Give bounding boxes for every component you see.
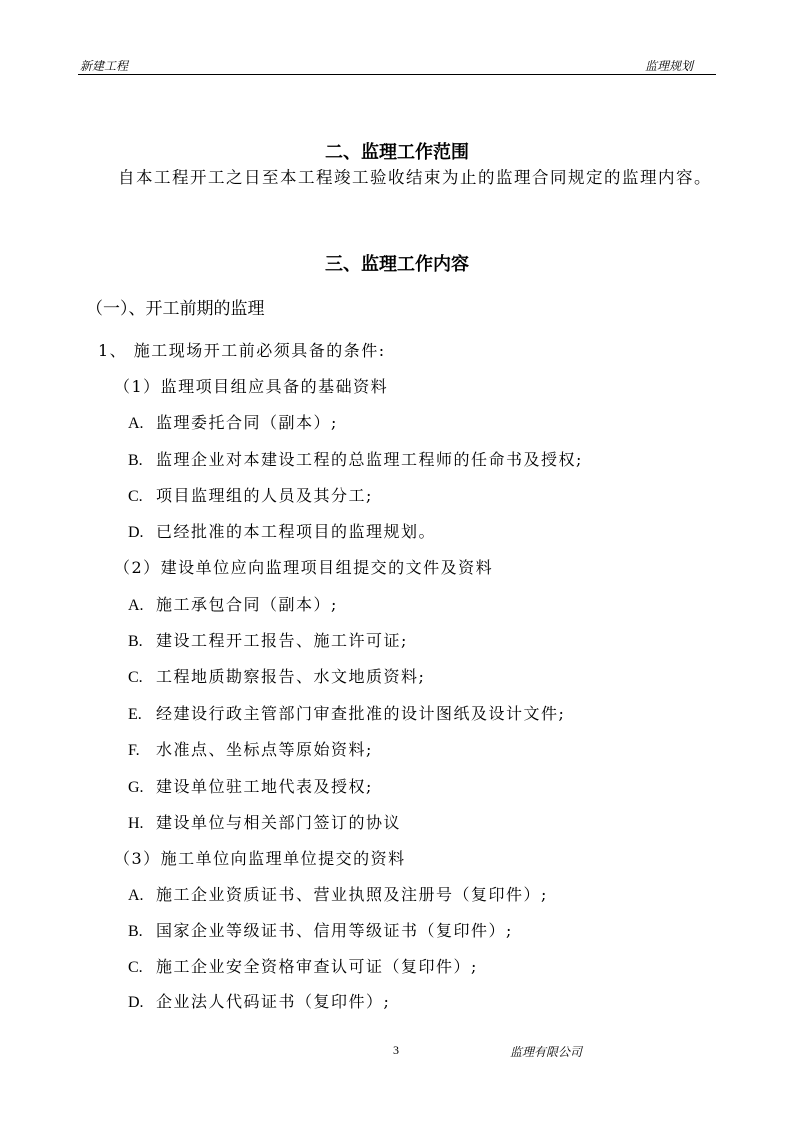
- item-text: 建设工程开工报告、施工许可证;: [156, 631, 408, 650]
- item-label: A.: [128, 597, 144, 614]
- item-label: E.: [128, 706, 142, 723]
- item-label: D.: [128, 994, 144, 1011]
- subheading-pre-construction: （一）、开工前期的监理: [86, 299, 265, 319]
- item-label: H.: [128, 815, 144, 832]
- list-item: [128, 519, 436, 542]
- list-item: [128, 737, 373, 760]
- group-1-heading: （1）监理项目组应具备的基础资料: [114, 377, 389, 396]
- item-text: 经建设行政主管部门审查批准的设计图纸及设计文件;: [156, 704, 566, 723]
- list-item: [128, 774, 373, 797]
- item-label: C.: [128, 959, 143, 976]
- item-text: 施工企业资质证书、营业执照及注册号（复印件）;: [156, 885, 548, 904]
- group-2-heading: （2）建设单位应向监理项目组提交的文件及资料: [114, 558, 494, 577]
- item-text: 建设单位驻工地代表及授权;: [156, 777, 373, 796]
- list-item: [128, 989, 390, 1012]
- footer-company: 监理有限公司: [510, 1045, 583, 1059]
- item-label: C.: [128, 488, 143, 505]
- item-text: 企业法人代码证书（复印件）;: [156, 992, 391, 1011]
- section-3-title: 三、监理工作内容: [325, 254, 469, 275]
- item-text: 项目监理组的人员及其分工;: [156, 486, 373, 505]
- list-item: [128, 918, 513, 941]
- section-2-text: 自本工程开工之日至本工程竣工验收结束为止的监理合同规定的监理内容。: [118, 168, 712, 187]
- list-item: [128, 882, 548, 905]
- list-item: [128, 810, 401, 833]
- item-text: 监理委托合同（副本）;: [156, 413, 338, 432]
- item-label: B.: [128, 633, 143, 650]
- item-label: B.: [128, 923, 143, 940]
- section-2-title: 二、监理工作范围: [325, 142, 469, 163]
- item-text: 建设单位与相关部门签订的协议: [156, 813, 402, 832]
- item-label: G.: [128, 779, 144, 796]
- item-text: 监理企业对本建设工程的总监理工程师的任命书及授权;: [156, 450, 583, 469]
- list-item: [128, 592, 338, 615]
- header-divider: [78, 74, 716, 75]
- list-item: [128, 664, 425, 687]
- header-left-title: 新建工程: [80, 59, 129, 73]
- item-label: A.: [128, 887, 144, 904]
- list-item: [128, 410, 338, 433]
- list-item: [128, 483, 373, 506]
- item-text: 施工承包合同（副本）;: [156, 595, 338, 614]
- item-text: 国家企业等级证书、信用等级证书（复印件）;: [156, 921, 513, 940]
- list-item: [128, 954, 478, 977]
- list-item: [128, 701, 565, 724]
- item-label: F.: [128, 742, 140, 759]
- item-text: 已经批准的本工程项目的监理规划。: [156, 522, 437, 541]
- item-text: 水准点、坐标点等原始资料;: [156, 740, 373, 759]
- item-text: 工程地质勘察报告、水文地质资料;: [156, 667, 426, 686]
- group-3-heading: （3）施工单位向监理单位提交的资料: [114, 849, 406, 868]
- item-text: 施工企业安全资格审查认可证（复印件）;: [156, 957, 478, 976]
- item-label: B.: [128, 452, 143, 469]
- list-item: [128, 628, 408, 651]
- item-label: A.: [128, 415, 144, 432]
- header-right-title: 监理规划: [645, 59, 694, 73]
- item-label: D.: [128, 524, 144, 541]
- item-label: C.: [128, 669, 143, 686]
- page-number: 3: [393, 1043, 399, 1057]
- list-item: [128, 447, 583, 470]
- point-1-heading: 1、 施工现场开工前必须具备的条件:: [98, 341, 386, 360]
